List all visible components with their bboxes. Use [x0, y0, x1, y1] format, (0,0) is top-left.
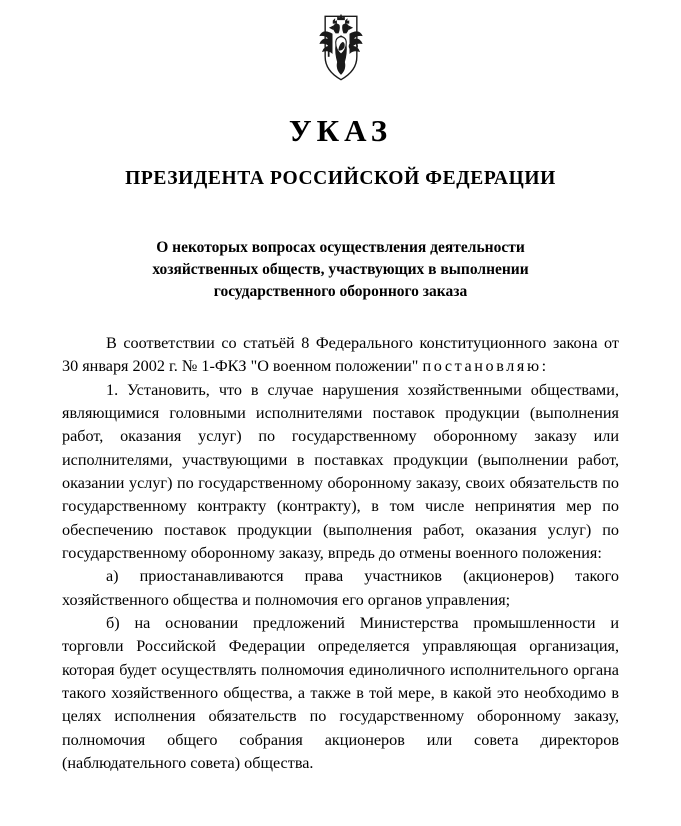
russian-federation-coat-of-arms-icon [297, 4, 385, 92]
heading-line-1: О некоторых вопросах осуществления деятельности [156, 239, 525, 256]
document-title: УКАЗ [288, 113, 393, 148]
paragraph-clause-1b: б) на основании предложений Министерства промышленности и торговли Российской Федерации определяется управляющая организация, которая будет осуществлять полномочия единоличного исполнительного органа такого хозяйственного общества, а также в той мере, в какой это необходимо в целях исполнения обязательств по государственному оборонному заказу, полномочия общего собрания акционеров или совета директоров (наблюдательного совета) общества. [62, 613, 619, 772]
paragraph-intro [62, 332, 619, 379]
heading-line-2: хозяйственных обществ, участвующих в выполнении [152, 261, 529, 278]
heading-line-3: государственного оборонного заказа [213, 283, 468, 300]
document-subtitle: ПРЕЗИДЕНТА РОССИЙСКОЙ ФЕДЕРАЦИИ [125, 168, 556, 189]
document-heading [62, 237, 619, 303]
paragraph-intro-text: В соответствии со статьёй 8 Федерального конституционного закона от 30 января 2002 г. № 1-ФКЗ "О военном положении" [62, 334, 619, 376]
paragraph-clause-1a: а) приостанавливаются права участников (акционеров) такого хозяйственного общества и полномочия его органов управления; [62, 567, 619, 609]
document-body [62, 332, 619, 775]
emblem-container [62, 0, 619, 96]
paragraph-intro-emphasis: постановляю: [422, 357, 549, 376]
paragraph-clause-1: 1. Установить, что в случае нарушения хозяйственными обществами, являющимися головными исполнителями поставок продукции (выполнения работ, оказания услуг) по государственному оборонному заказу или исполнителями, участвующими в поставках продукции (выполнении работ, оказании услуг) по государственному оборонному заказу, своих обязательств по государственному контракту (контракту), в том числе непринятия мер по обеспечению поставок продукции (выполнения работ, оказания услуг) по государственному оборонному заказу, впредь до отмены военного положения: [62, 380, 619, 562]
